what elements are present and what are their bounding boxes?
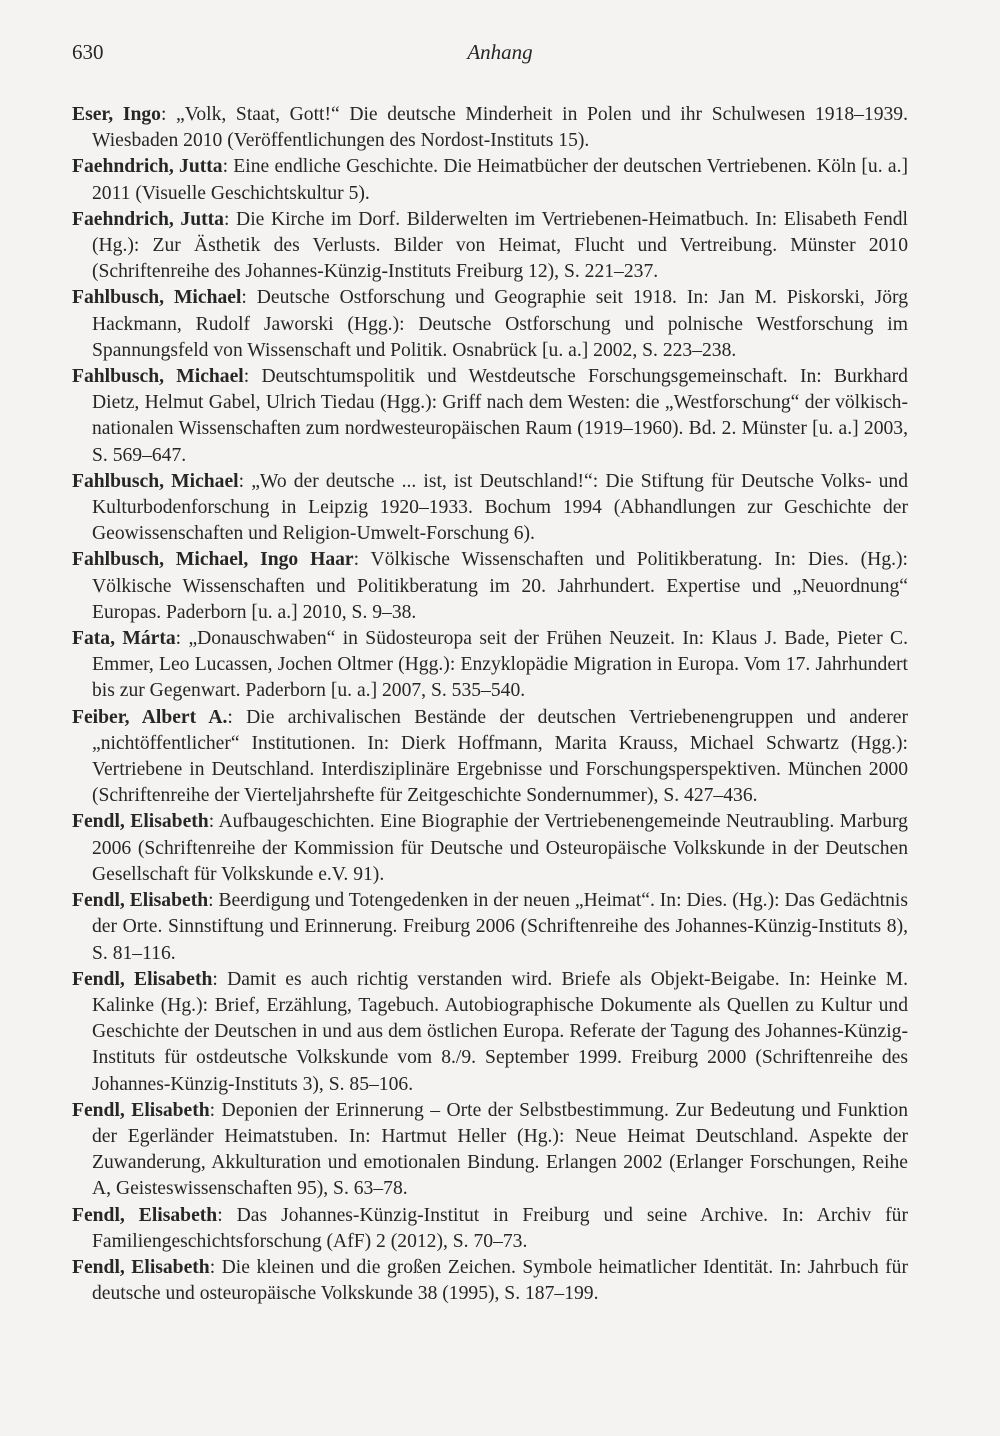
entry-author: Fahlbusch, Michael — [72, 470, 239, 492]
entry-author: Fendl, Elisabeth — [72, 968, 213, 990]
bibliography-entry — [72, 705, 908, 810]
running-head: Anhang — [467, 40, 533, 64]
bibliography-entry — [72, 1098, 908, 1203]
entry-author: Fendl, Elisabeth — [72, 890, 209, 912]
entry-author: Fendl, Elisabeth — [72, 1256, 210, 1278]
entry-author: Fendl, Elisabeth — [72, 1099, 210, 1121]
entry-author: Fahlbusch, Michael — [72, 366, 244, 388]
bibliography-entry — [72, 154, 908, 206]
entry-author: Faehndrich, Jutta — [72, 156, 223, 178]
bibliography-entry — [72, 888, 908, 967]
bibliography-entry — [72, 469, 908, 548]
bibliography-entry — [72, 626, 908, 705]
bibliography-list — [72, 102, 908, 1307]
bibliography-entry — [72, 102, 908, 154]
entry-text: : Völkische Wissenschaften und Politikberatung. In: Dies. (Hg.): Völkische Wissenschaften und Politikberatung im 20. Jahrhundert. Expertise und „Neuordnung“ Europas. Paderborn [u. a.] 2010, S. 9–38. — [92, 549, 908, 623]
entry-author: Eser, Ingo — [72, 104, 161, 125]
entry-text: : Beerdigung und Totengedenken in der neuen „Heimat“. In: Dies. (Hg.): Das Gedächtnis der Orte. Sinnstiftung und Erinnerung. Freiburg 2006 (Schriftenreihe des Johannes-Künzig-Instituts 8), S. 81–116. — [92, 890, 908, 964]
entry-text: : Deutschtumspolitik und Westdeutsche Forschungsgemeinschaft. In: Burkhard Dietz, Helmut Gabel, Ulrich Tiedau (Hgg.): Griff nach dem Westen: die „Westforschung“ der völkisch-nationalen Wissenschaften zum nordwesteuropäischen Raum (1919–1960). Bd. 2. Münster [u. a.] 2003, S. 569–647. — [92, 366, 908, 466]
entry-text: : Eine endliche Geschichte. Die Heimatbücher der deutschen Vertriebenen. Köln [u. a.] 2011 (Visuelle Geschichtskultur 5). — [92, 156, 908, 204]
entry-text: : „Volk, Staat, Gott!“ Die deutsche Minderheit in Polen und ihr Schulwesen 1918–1939. Wiesbaden 2010 (Veröffentlichungen des Nordost-Instituts 15). — [92, 104, 909, 152]
entry-text: : Deponien der Erinnerung – Orte der Selbstbestimmung. Zur Bedeutung und Funktion der Egerländer Heimatstuben. In: Hartmut Heller (Hg.): Neue Heimat Deutschland. Aspekte der Zuwanderung, Akkulturation und emotionalen Bindung. Erlangen 2002 (Erlanger Forschungen, Reihe A, Geisteswissenschaften 95), S. 63–78. — [92, 1099, 908, 1200]
entry-author: Fahlbusch, Michael, Ingo Haar — [72, 549, 354, 571]
entry-author: Faehndrich, Jutta — [72, 208, 224, 230]
bibliography-entry — [72, 285, 908, 364]
bibliography-entry — [72, 809, 908, 888]
page-header — [72, 40, 928, 74]
bibliography-entry — [72, 1203, 908, 1255]
entry-author: Fendl, Elisabeth — [72, 1204, 218, 1226]
entry-author: Feiber, Albert A. — [72, 706, 228, 728]
entry-text: : Aufbaugeschichten. Eine Biographie der Vertriebenengemeinde Neutraubling. Marburg 2006 (Schriftenreihe der Kommission für Deutsche und Osteuropäische Volkskunde in der Deutschen Gesellschaft für Volkskunde e.V. 91). — [92, 811, 908, 885]
entry-text: : Damit es auch richtig verstanden wird. Briefe als Objekt-Beigabe. In: Heinke M. Kalinke (Hg.): Brief, Erzählung, Tagebuch. Autobiographische Dokumente als Quellen zu Kultur und Geschichte der Deutschen in und aus dem östlichen Europa. Referate der Tagung des Johannes-Künzig-Instituts für ostdeutsche Volkskunde vom 8./9. September 1999. Freiburg 2000 (Schriftenreihe des Johannes-Künzig-Instituts 3), S. 85–106. — [92, 968, 908, 1095]
bibliography-entry — [72, 547, 908, 626]
entry-text: : Deutsche Ostforschung und Geographie seit 1918. In: Jan M. Piskorski, Jörg Hackmann, Rudolf Jaworski (Hgg.): Deutsche Ostforschung und polnische Westforschung im Spannungsfeld von Wissenschaft und Politik. Osnabrück [u. a.] 2002, S. 223–238. — [92, 287, 908, 361]
entry-author: Fata, Márta — [72, 628, 176, 650]
entry-text: : Die kleinen und die großen Zeichen. Symbole heimatlicher Identität. In: Jahrbuch für deutsche und osteuropäische Volkskunde 38 (1995), S. 187–199. — [92, 1256, 908, 1305]
page-number: 630 — [72, 40, 104, 64]
bibliography-entry — [72, 967, 908, 1098]
bibliography-entry — [72, 364, 908, 469]
bibliography-entry — [72, 207, 908, 286]
entry-text: : „Donauschwaben“ in Südosteuropa seit der Frühen Neuzeit. In: Klaus J. Bade, Pieter C. Emmer, Leo Lucassen, Jochen Oltmer (Hgg.): Enzyklopädie Migration in Europa. Vom 17. Jahrhundert bis zur Gegenwart. Paderborn [u. a.] 2007, S. 535–540. — [92, 628, 908, 702]
entry-text: : Die Kirche im Dorf. Bilderwelten im Vertriebenen-Heimatbuch. In: Elisabeth Fendl (Hg.): Zur Ästhetik des Verlusts. Bilder von Heimat, Flucht und Vertreibung. Münster 2010 (Schriftenreihe des Johannes-Künzig-Instituts Freiburg 12), S. 221–237. — [92, 208, 908, 283]
entry-text: : Das Johannes-Künzig-Institut in Freiburg und seine Archive. In: Archiv für Familiengeschichtsforschung (AfF) 2 (2012), S. 70–73. — [92, 1204, 908, 1252]
entry-text: : Die archivalischen Bestände der deutschen Vertriebenengruppen und anderer „nichtöffentlicher“ Institutionen. In: Dierk Hoffmann, Marita Krauss, Michael Schwartz (Hgg.): Vertriebene in Deutschland. Interdisziplinäre Ergebnisse und Forschungsperspektiven. München 2000 (Schriftenreihe der Vierteljahrshefte für Zeitgeschichte Sondernummer), S. 427–436. — [92, 706, 908, 807]
entry-author: Fahlbusch, Michael — [72, 287, 242, 309]
bibliography-entry — [72, 1255, 908, 1307]
entry-text: : „Wo der deutsche ... ist, ist Deutschland!“: Die Stiftung für Deutsche Volks- und Kulturbodenforschung in Leipzig 1920–1933. Bochum 1994 (Abhandlungen zur Geschichte der Geowissenschaften und Religion-Umwelt-Forschung 6). — [92, 470, 908, 545]
entry-author: Fendl, Elisabeth — [72, 811, 209, 833]
